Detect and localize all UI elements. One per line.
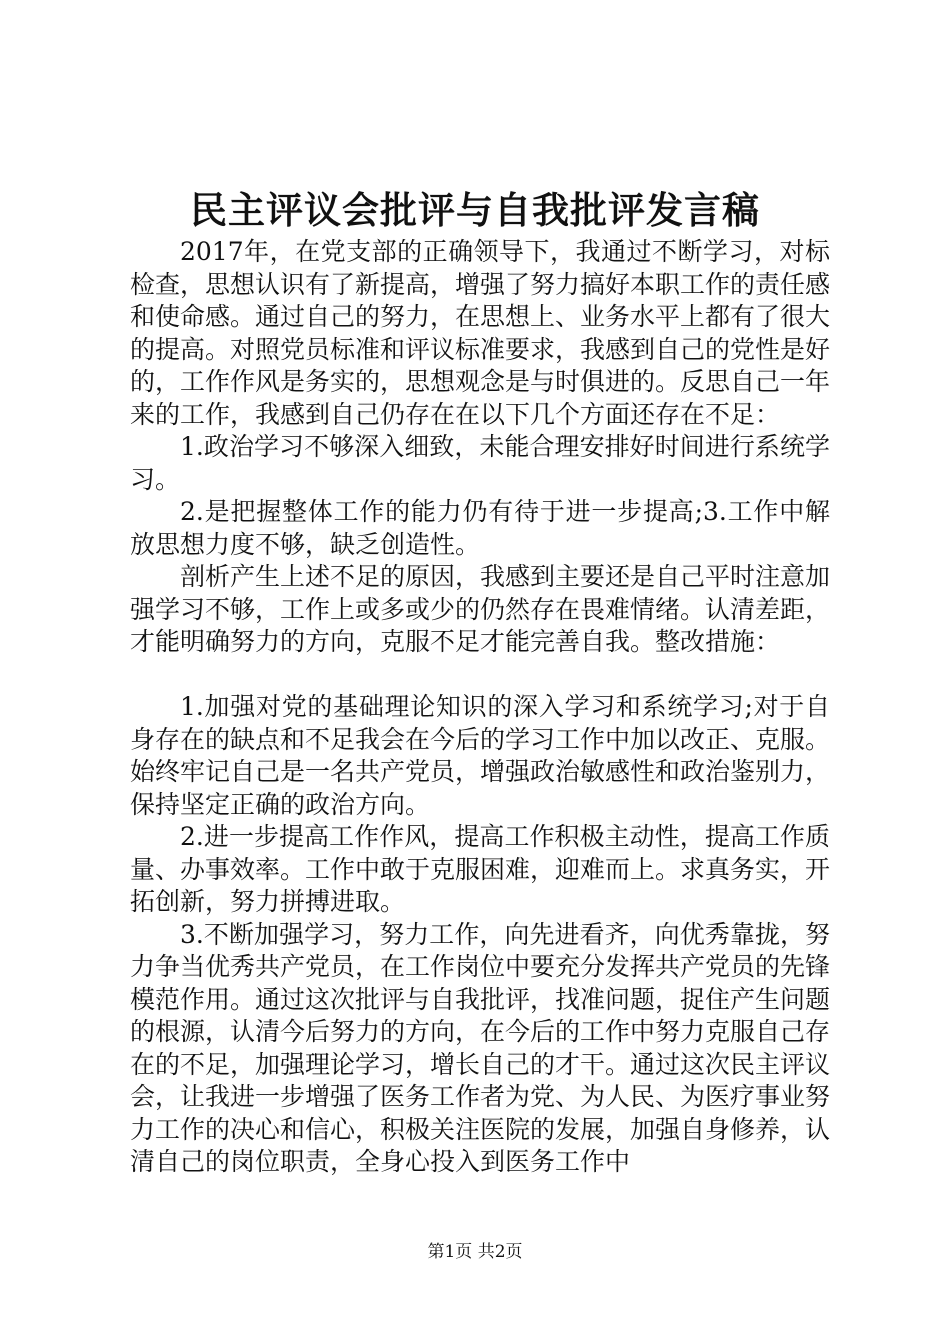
blank-line xyxy=(130,659,830,692)
page-number-footer: 第1页 共2页 xyxy=(427,1242,523,1262)
document-body xyxy=(130,236,830,1179)
paragraph-measure-2: 2.进一步提高工作作风，提高工作积极主动性，提高工作质量、办事效率。工作中敢于克服困难，迎难而上。求真务实，开拓创新，努力拼搏进取。 xyxy=(130,822,831,916)
paragraph-measure-1: 1.加强对党的基础理论知识的深入学习和系统学习;对于自身存在的缺点和不足我会在今后的学习工作中加以改正、克服。始终牢记自己是一名共产党员，增强政治敏感性和政治鉴别力，保持坚定正确的政治方向。 xyxy=(130,692,831,819)
paragraph-measure-3: 3.不断加强学习，努力工作，向先进看齐，向优秀靠拢，努力争当优秀共产党员，在工作岗位中要充分发挥共产党员的先锋模范作用。通过这次批评与自我批评，找准问题，捉住产生问题的根源，认清今后努力的方向，在今后的工作中努力克服自己存在的不足，加强理论学习，增长自己的才干。通过这次民主评议会，让我进一步增强了医务工作者为党、为人民、为医疗事业努力工作的决心和信心，积极关注医院的发展，加强自身修养，认清自己的岗位职责，全身心投入到医务工作中 xyxy=(130,919,831,1176)
paragraph-cause-analysis: 剖析产生上述不足的原因，我感到主要还是自己平时注意加强学习不够，工作上或多或少的仍然存在畏难情绪。认清差距，才能明确努力的方向，克服不足才能完善自我。整改措施： xyxy=(130,562,831,656)
paragraph-intro: 2017年，在党支部的正确领导下，我通过不断学习，对标检查，思想认识有了新提高，增强了努力搞好本职工作的责任感和使命感。通过自己的努力，在思想上、业务水平上都有了很大的提高。对照党员标准和评议标准要求，我感到自己的党性是好的，工作作风是务实的，思想观念是与时俱进的。反思自己一年来的工作，我感到自己仍存在在以下几个方面还存在不足： xyxy=(130,237,831,429)
paragraph-shortcoming-2-3: 2.是把握整体工作的能力仍有待于进一步提高;3.工作中解放思想力度不够，缺乏创造性。 xyxy=(130,497,830,559)
paragraph-shortcoming-1: 1.政治学习不够深入细致，未能合理安排好时间进行系统学习。 xyxy=(130,432,830,494)
document-title: 民主评议会批评与自我批评发言稿 xyxy=(190,188,760,232)
